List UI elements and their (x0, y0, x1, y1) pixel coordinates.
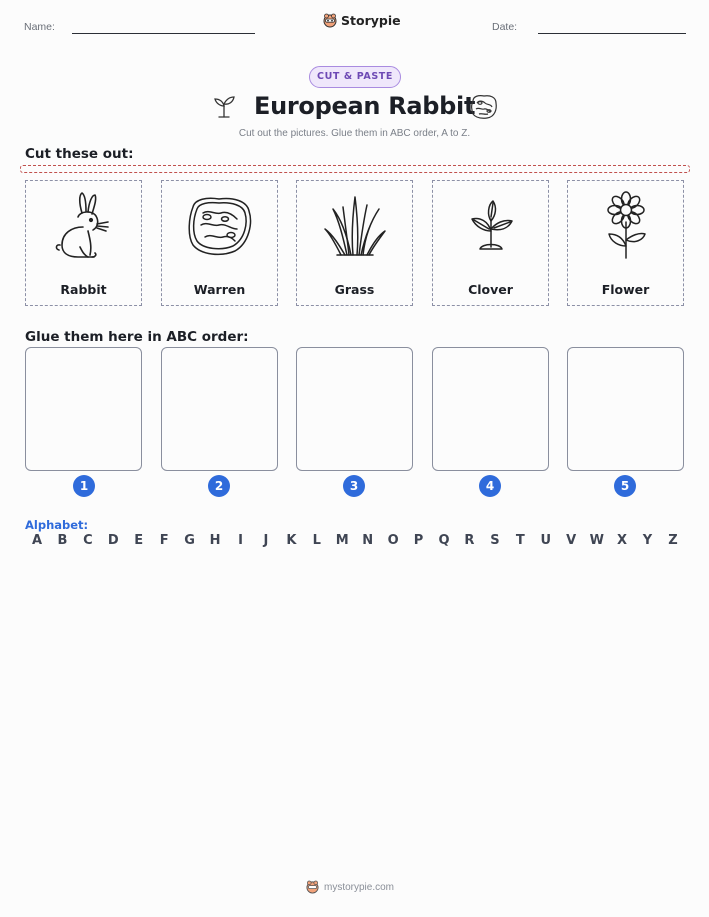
glue-section-heading: Glue them here in ABC order: (25, 329, 249, 345)
flower-icon (568, 189, 683, 263)
alphabet-letter: V (566, 533, 577, 548)
brand-logo (323, 13, 401, 28)
cut-card-clover[interactable] (432, 180, 549, 306)
rabbit-icon (26, 189, 141, 263)
name-line[interactable] (72, 33, 255, 34)
card-label-clover: Clover (468, 282, 513, 297)
alphabet-letter: G (184, 533, 195, 548)
alphabet-letter: C (83, 533, 93, 548)
glue-slot-1[interactable] (25, 347, 142, 471)
glue-slot-5[interactable] (567, 347, 684, 471)
alphabet-letter: U (540, 533, 552, 548)
alphabet-letter: N (362, 533, 374, 548)
clover-icon (433, 189, 548, 263)
slot-number-5: 5 (614, 475, 636, 497)
slot-number-2: 2 (208, 475, 230, 497)
alphabet-letter: X (617, 533, 628, 548)
slot-number-3: 3 (343, 475, 365, 497)
date-label: Date: (492, 21, 518, 33)
alphabet-letter: B (57, 533, 68, 548)
alphabet-letter: A (31, 533, 43, 548)
date-line[interactable] (538, 33, 686, 34)
alphabet-letter: R (464, 533, 475, 548)
brand-name: Storypie (341, 13, 401, 28)
alphabet-letter: H (209, 533, 221, 548)
alphabet-letter: T (515, 533, 525, 548)
alphabet-row (30, 533, 680, 548)
alphabet-letter: Q (438, 533, 450, 548)
storypie-mascot-icon (323, 13, 337, 28)
warren-title-icon (469, 93, 499, 125)
cut-card-rabbit[interactable] (25, 180, 142, 306)
alphabet-letter: E (134, 533, 144, 548)
glue-slot-2[interactable] (161, 347, 278, 471)
alphabet-letter: L (312, 533, 321, 548)
storypie-mascot-icon (306, 880, 319, 894)
page-title: European Rabbit (254, 92, 476, 120)
grass-icon (297, 189, 412, 263)
alphabet-letter: O (387, 533, 399, 548)
name-label: Name: (24, 21, 55, 33)
alphabet-letter: J (263, 533, 269, 548)
cut-card-flower[interactable] (567, 180, 684, 306)
alphabet-letter: I (238, 533, 243, 548)
glue-slot-3[interactable] (296, 347, 413, 471)
card-label-warren: Warren (193, 282, 246, 297)
instructions: Cut out the pictures. Glue them in ABC order, A to Z. (238, 128, 471, 139)
footer-site-link[interactable]: mystorypie.com (324, 881, 395, 893)
footer (306, 880, 394, 894)
alphabet-letter: D (107, 533, 119, 548)
warren-icon (162, 189, 277, 263)
cut-card-warren[interactable] (161, 180, 278, 306)
alphabet-letter: S (490, 533, 500, 548)
alphabet-letter: Y (642, 533, 653, 548)
alphabet-letter: F (159, 533, 169, 548)
cut-line (20, 165, 690, 173)
alphabet-title: Alphabet: (25, 518, 89, 532)
card-label-flower: Flower (601, 282, 650, 297)
alphabet-letter: P (413, 533, 424, 548)
card-label-grass: Grass (334, 282, 375, 297)
alphabet-letter: W (589, 533, 604, 548)
cut-paste-badge: CUT & PASTE (309, 66, 401, 88)
sprout-icon (211, 93, 237, 123)
alphabet-letter: M (335, 533, 349, 548)
slot-number-1: 1 (73, 475, 95, 497)
alphabet-letter: K (286, 533, 297, 548)
card-label-rabbit: Rabbit (60, 282, 107, 297)
cut-card-grass[interactable] (296, 180, 413, 306)
glue-slot-4[interactable] (432, 347, 549, 471)
alphabet-letter: Z (668, 533, 678, 548)
slot-number-4: 4 (479, 475, 501, 497)
cut-section-heading: Cut these out: (25, 146, 134, 162)
